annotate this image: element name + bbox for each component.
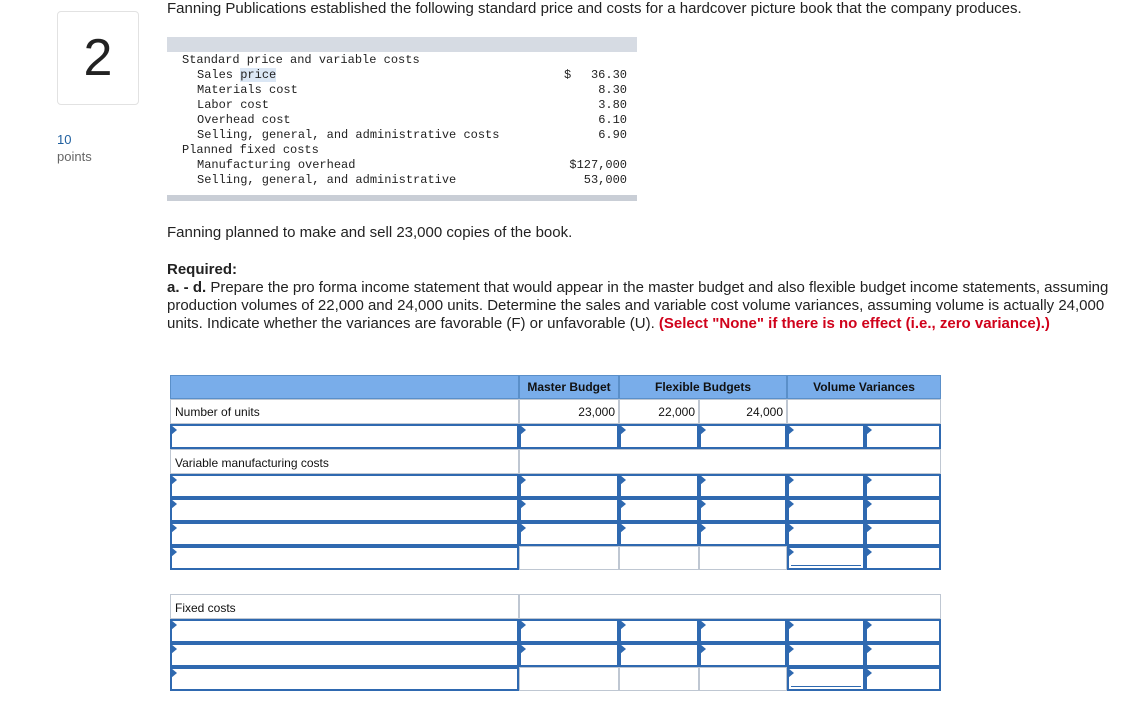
- variance-type-select[interactable]: [865, 619, 941, 643]
- given-row-label: Sales price: [197, 68, 277, 82]
- master-total-cell: [519, 667, 619, 691]
- given-row-value: 8.30: [598, 83, 627, 97]
- variance-type-select[interactable]: [865, 522, 941, 546]
- flex1-input[interactable]: [619, 498, 699, 522]
- table-top-bar: [167, 37, 637, 52]
- row-label-input[interactable]: [170, 498, 519, 522]
- variance-type-select[interactable]: [865, 474, 941, 498]
- flex1-input[interactable]: [619, 474, 699, 498]
- required-heading: Required:: [167, 261, 238, 278]
- dollar-sign: $: [564, 68, 572, 82]
- master-input[interactable]: [519, 424, 619, 449]
- flex2-input[interactable]: [699, 424, 787, 449]
- header-label-col: [170, 375, 519, 399]
- variance-type-select[interactable]: [865, 643, 941, 667]
- given-row-label: Standard price and variable costs: [182, 53, 420, 67]
- given-data-table: [167, 37, 637, 201]
- variance-amount-input[interactable]: [787, 424, 865, 449]
- variance-amount-input[interactable]: [787, 619, 865, 643]
- units-label-cell: [170, 399, 519, 424]
- variance-amount-input[interactable]: [787, 667, 865, 691]
- flex2-total-cell: [699, 546, 787, 570]
- variance-amount-input[interactable]: [787, 643, 865, 667]
- fixed-label: Fixed costs: [175, 601, 236, 615]
- given-row-label: Overhead cost: [197, 113, 291, 127]
- flex2-input[interactable]: [699, 474, 787, 498]
- flex1-input[interactable]: [619, 619, 699, 643]
- given-row-value: 6.90: [598, 128, 627, 142]
- given-row-label: Selling, general, and administrative: [197, 173, 457, 187]
- flex1-input[interactable]: [619, 522, 699, 546]
- units-master-cell: [519, 399, 619, 424]
- variance-type-select[interactable]: [865, 546, 941, 570]
- given-row-label: Selling, general, and administrative costs: [197, 128, 500, 142]
- row-label-input[interactable]: [170, 546, 519, 570]
- required-text: [167, 279, 1112, 333]
- variable-label: Variable manufacturing costs: [175, 456, 329, 470]
- given-row-value: 6.10: [598, 113, 627, 127]
- question-number: 2: [57, 11, 139, 105]
- row-label-input[interactable]: [170, 643, 519, 667]
- row-label-input[interactable]: [170, 474, 519, 498]
- variance-type-select[interactable]: [865, 498, 941, 522]
- variance-amount-input[interactable]: [787, 474, 865, 498]
- row-label-input[interactable]: [170, 667, 519, 691]
- flex1-total-cell: [619, 546, 699, 570]
- row-label-input[interactable]: [170, 424, 519, 449]
- required-note: (Select "None" if there is no effect (i.e., zero variance).): [658, 315, 1050, 332]
- units-flex1: 22,000: [658, 405, 695, 419]
- intro-text: Fanning Publications established the following standard price and costs for a hardcover picture book that the company produces.: [167, 0, 1022, 17]
- variance-type-select[interactable]: [865, 667, 941, 691]
- master-input[interactable]: [519, 522, 619, 546]
- given-row-value: 53,000: [583, 173, 627, 187]
- variable-label-cell: [170, 449, 519, 474]
- units-master: 23,000: [578, 405, 615, 419]
- variance-type-select[interactable]: [865, 424, 941, 449]
- given-row-label: Materials cost: [197, 83, 298, 97]
- units-flex2: 24,000: [746, 405, 783, 419]
- required-prefix: a. - d.: [167, 279, 207, 296]
- fixed-label-cell: [170, 594, 519, 619]
- given-row-value: $127,000: [569, 158, 627, 172]
- flex1-input[interactable]: [619, 643, 699, 667]
- flex2-input[interactable]: [699, 498, 787, 522]
- fixed-blank-cell: [519, 594, 941, 619]
- units-flex1-cell: [619, 399, 699, 424]
- master-input[interactable]: [519, 619, 619, 643]
- flex2-total-cell: [699, 667, 787, 691]
- given-row-value: 36.30: [590, 68, 627, 82]
- given-row-label: Labor cost: [197, 98, 270, 112]
- given-row-label: Manufacturing overhead: [197, 158, 356, 172]
- master-input[interactable]: [519, 474, 619, 498]
- header-volume-variances: Volume Variances: [787, 375, 941, 399]
- flex2-input[interactable]: [699, 522, 787, 546]
- variance-amount-input[interactable]: [787, 546, 865, 570]
- flex2-input[interactable]: [699, 643, 787, 667]
- highlighted-word: price: [240, 68, 277, 82]
- points-label: points: [57, 149, 92, 164]
- master-input[interactable]: [519, 498, 619, 522]
- variance-amount-input[interactable]: [787, 522, 865, 546]
- master-input[interactable]: [519, 643, 619, 667]
- given-row-label: Planned fixed costs: [182, 143, 319, 157]
- units-label: Number of units: [175, 405, 260, 419]
- given-row-value: 3.80: [598, 98, 627, 112]
- row-label-input[interactable]: [170, 619, 519, 643]
- planned-text: Fanning planned to make and sell 23,000 copies of the book.: [167, 224, 573, 241]
- variable-blank-cell: [519, 449, 941, 474]
- flex1-total-cell: [619, 667, 699, 691]
- table-bottom-bar: [167, 195, 637, 201]
- variance-amount-input[interactable]: [787, 498, 865, 522]
- header-master-budget: Master Budget: [519, 375, 619, 399]
- units-variance-cell: [787, 399, 941, 424]
- row-label-input[interactable]: [170, 522, 519, 546]
- master-total-cell: [519, 546, 619, 570]
- required-body: Prepare the pro forma income statement that would appear in the master budget and also flexible budget income statements, assuming production volumes of 22,000 and 24,000 units. Determine the sales and variable cost volume variances, assuming volume is actually 24,000 units. Indicate whether the variances are favorable (F) or unfavorable (U).: [167, 279, 1109, 332]
- flex2-input[interactable]: [699, 619, 787, 643]
- units-flex2-cell: [699, 399, 787, 424]
- flex1-input[interactable]: [619, 424, 699, 449]
- points-value: 10: [57, 132, 72, 147]
- header-flexible-budgets: Flexible Budgets: [619, 375, 787, 399]
